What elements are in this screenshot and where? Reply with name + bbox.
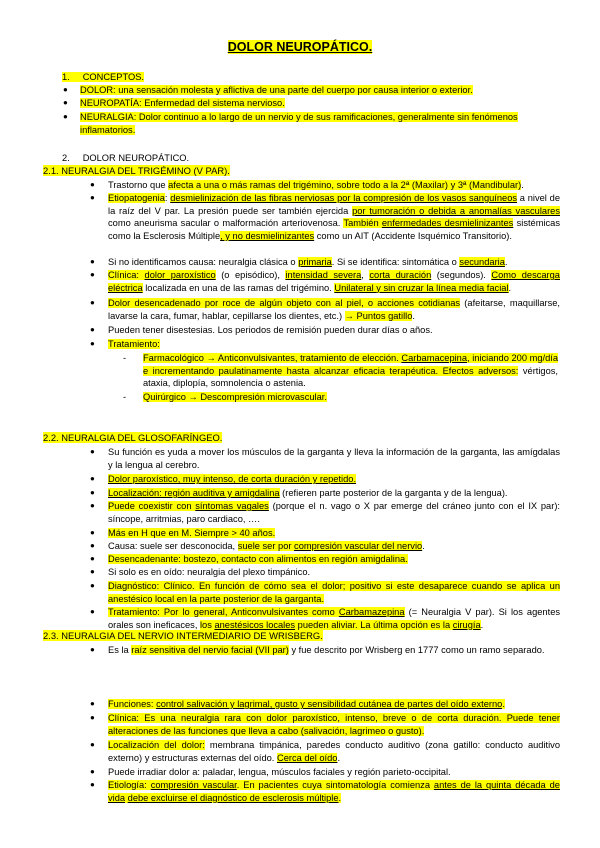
s22-b9: Diagnóstico: Clínico. En función de cómo sea el dolor; positivo si este desaparece cuando se aplica un anestésico local en la parte posterior de la garganta. bbox=[108, 581, 560, 604]
s23-b1: Es la raíz sensitiva del nervio facial (VII par) y fue descrito por Wrisberg en 1777 como un ramo separado. bbox=[108, 645, 545, 655]
s21-b5: Dolor desencadenado por roce de algún objeto con al piel, o acciones cotidianas (afeitarse, maquillarse, lavarse la cara, fumar, hablar, cepillarse los dientes, etc.) → Puntos gatillo. bbox=[108, 298, 560, 321]
s21-b4: Clínica: dolor paroxístico (o episódico), intensidad severa, corta duración (segundos). Como descarga eléctrica localizada en una de las ramas del trigémino. Unilateral y sin cruzar la línea media facial. bbox=[108, 270, 560, 293]
s21-t1: Farmacológico → Anticonvulsivantes, tratamiento de elección. Carbamacepina, iniciando 200 mg/día e incrementando paulatinamente hasta alcanzar eficacia terapéutica. Efectos adversos: vértigos, ataxia, diplopía, somnolencia o astenia. bbox=[143, 353, 559, 389]
bullet-icon: ● bbox=[90, 607, 95, 616]
s22-b10: Tratamiento: Por lo general, Anticonvulsivantes como Carbamazepina (= Neuralgia V par). Si los agentes orales son ineficaces, los anestésicos locales pueden aliviar. La última opción es la cirugía. bbox=[108, 607, 561, 630]
s22-b6: Causa: suele ser desconocida, suele ser por compresión vascular del nervio. bbox=[108, 541, 425, 551]
dash-icon: - bbox=[123, 392, 127, 402]
s1-neuropatia: NEUROPATÍA: Enfermedad del sistema nervioso. bbox=[80, 98, 285, 108]
bullet-icon: ● bbox=[90, 645, 95, 654]
bullet-icon: ● bbox=[90, 541, 95, 550]
s1-neuralgia: NEURALGIA: Dolor continuo a lo largo de un nervio y de sus ramificaciones, generalmente sin fenómenos bbox=[80, 112, 518, 122]
s22-b5: Más en H que en M. Siempre > 40 años. bbox=[108, 528, 276, 538]
bullet-icon: ● bbox=[90, 581, 95, 590]
document-title: DOLOR NEUROPÁTICO. bbox=[227, 40, 373, 54]
s23-b4: Localización del dolor: membrana timpánica, paredes conducto auditivo (zona gatillo: conducto auditivo externo) y estructuras externas del oído. Cerca del oído. bbox=[108, 740, 560, 763]
bullet-icon: ● bbox=[90, 699, 95, 708]
s23-b6: Etiología: compresión vascular. En pacientes cuya sintomatología comienza antes de la quinta década de vida debe excluirse el diagnóstico de esclerosis múltiple. bbox=[108, 780, 560, 803]
bullet-icon: ● bbox=[90, 257, 95, 266]
s2-heading: 2. DOLOR NEUROPÁTICO. bbox=[62, 153, 190, 163]
s1-dolor: DOLOR: una sensación molesta y aflictiva de una parte del cuerpo por causa interior o exterior. bbox=[80, 85, 473, 95]
s23-b5: Puede irradiar dolor a: paladar, lengua, músculos faciales y región parieto-occipital. bbox=[108, 767, 451, 777]
s21-b2: Etiopatogenia: desmielinización de las fibras nerviosas por la compresión de los vasos sanguíneos a nivel de la raíz del V par. La presión puede ser también ejercida por tumoración o debida a anomalías vasculares como aneurisma sacular o malformación arteriovenosa. También enfermedades desmielinizantes sistémicas como la Esclerosis Múltiple, y no desmielinizantes como un AIT (Accidente Isquémico Transitorio). bbox=[108, 193, 560, 241]
s21-b3: Si no identificamos causa: neuralgia clásica o primaria. Si se identifica: sintomática o secundaria. bbox=[108, 257, 508, 267]
bullet-icon: ● bbox=[90, 447, 95, 456]
s22-b7: Desencadenante: bostezo, contacto con alimentos en región amigdalina. bbox=[108, 554, 408, 564]
bullet-icon: ● bbox=[90, 780, 95, 789]
bullet-icon: ● bbox=[63, 85, 68, 94]
s22-b1: Su función es yuda a mover los músculos de la garganta y lleva la información de la garganta, las amígdalas y la lengua al cerebro. bbox=[108, 447, 560, 470]
s21-t2: Quirúrgico → Descompresión microvascular. bbox=[143, 392, 327, 402]
bullet-icon: ● bbox=[63, 112, 68, 121]
s22-b3: Localización: región auditiva y amigdalina (refieren parte posterior de la garganta y de la lengua). bbox=[108, 488, 508, 498]
bullet-icon: ● bbox=[90, 339, 95, 348]
bullet-icon: ● bbox=[90, 488, 95, 497]
s22-b4: Puede coexistir con síntomas vagales (porque el n. vago o X par emerge del cráneo junto con el IX par): síncope, arritmias, paro cardiaco, …. bbox=[108, 501, 561, 524]
bullet-icon: ● bbox=[90, 180, 95, 189]
bullet-icon: ● bbox=[90, 767, 95, 776]
s23-heading: 2.3. NEURALGIA DEL NERVIO INTERMEDIARIO DE WRISBERG. bbox=[43, 630, 323, 641]
s21-b7: Tratamiento: bbox=[108, 339, 160, 349]
bullet-icon: ● bbox=[63, 98, 68, 107]
s22-heading: 2.2. NEURALGIA DEL GLOSOFARÍNGEO. bbox=[43, 432, 223, 443]
s1-neuralgia-cont: inflamatorios. bbox=[80, 125, 136, 135]
s21-b6: Pueden tener disestesias. Los periodos de remisión pueden durar días o años. bbox=[108, 325, 433, 335]
bullet-icon: ● bbox=[90, 474, 95, 483]
s21-heading: 2.1. NEURALGIA DEL TRIGÉMINO (V PAR). bbox=[43, 165, 230, 176]
s22-b2: Dolor paroxístico, muy intenso, de corta duración y repetido. bbox=[108, 474, 357, 484]
bullet-icon: ● bbox=[90, 567, 95, 576]
bullet-icon: ● bbox=[90, 501, 95, 510]
bullet-icon: ● bbox=[90, 193, 95, 202]
dash-icon: - bbox=[123, 353, 127, 363]
s23-b2: Funciones: control salivación y lagrimal, gusto y sensibilidad cutánea de partes del oído externo. bbox=[108, 699, 505, 709]
s22-b8: Si solo es en oído: neuralgia del plexo timpánico. bbox=[108, 567, 311, 577]
bullet-icon: ● bbox=[90, 298, 95, 307]
bullet-icon: ● bbox=[90, 554, 95, 563]
bullet-icon: ● bbox=[90, 740, 95, 749]
s21-b1: Trastorno que afecta a una o más ramas del trigémino, sobre todo a la 2ª (Maxilar) y 3ª (Mandibular). bbox=[108, 180, 524, 190]
bullet-icon: ● bbox=[90, 528, 95, 537]
bullet-icon: ● bbox=[90, 713, 95, 722]
s23-b3: Clínica: Es una neuralgia rara con dolor paroxístico, intenso, breve o de corta duración. Puede tener alteraciones de las funciones que lleva a cabo (salivación, lagrimeo o gusto). bbox=[108, 713, 560, 736]
bullet-icon: ● bbox=[90, 325, 95, 334]
s1-heading: 1. CONCEPTOS. bbox=[62, 72, 144, 82]
bullet-icon: ● bbox=[90, 270, 95, 279]
